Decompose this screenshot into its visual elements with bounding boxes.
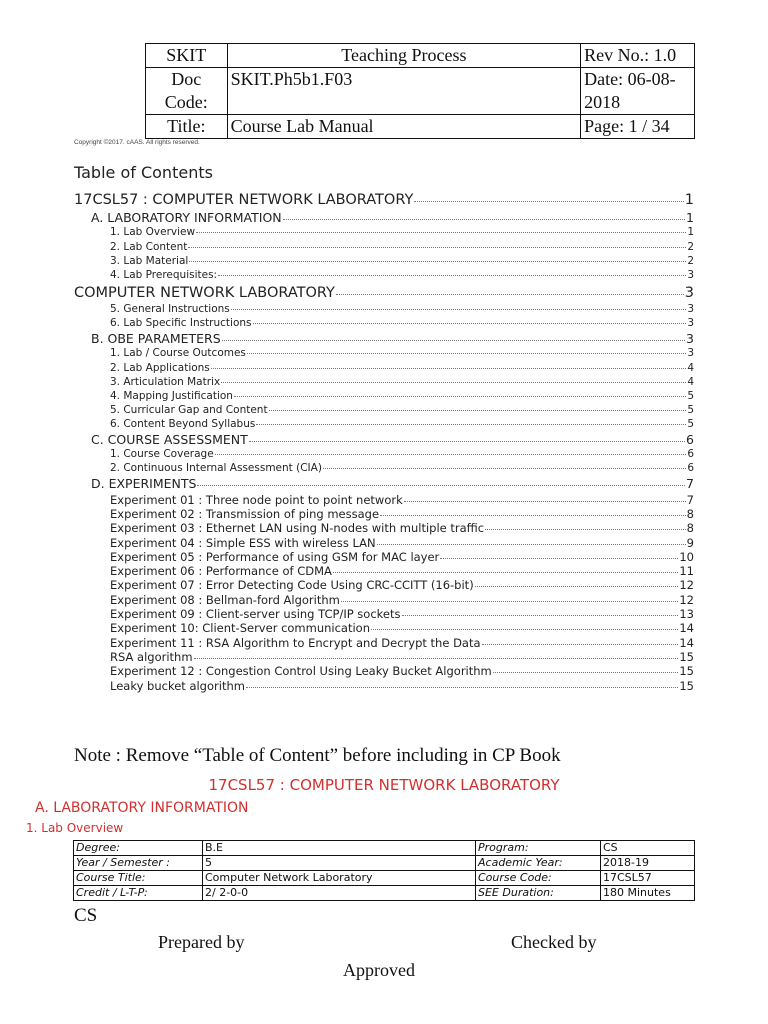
toc-entry-page: 1 xyxy=(684,192,694,208)
info-value: B.E xyxy=(203,841,476,856)
toc-entry-text: 5. General Instructions xyxy=(110,303,230,315)
toc-entry-text: 1. Lab Overview xyxy=(110,226,196,238)
toc-entry[interactable] xyxy=(110,462,694,474)
toc-entry-text: 4. Lab Prerequisites: xyxy=(110,269,218,281)
page-indicator: Page: 1 / 34 xyxy=(581,115,695,139)
doc-code: SKIT.Ph5b1.F03 xyxy=(227,68,581,115)
toc-entry-text: 1. Lab / Course Outcomes xyxy=(110,347,246,359)
toc-entry[interactable] xyxy=(91,331,694,346)
header-table xyxy=(145,43,695,139)
toc-leader-dots xyxy=(256,424,686,425)
toc-leader-dots xyxy=(196,232,686,233)
toc-leader-dots xyxy=(249,441,685,442)
toc-entry-text: Experiment 12 : Congestion Control Using Leaky Bucket Algorithm xyxy=(110,664,492,678)
toc-entry-page: 7 xyxy=(686,493,694,507)
toc-leader-dots xyxy=(323,468,686,469)
info-value: 17CSL57 xyxy=(601,871,695,886)
toc-entry[interactable] xyxy=(110,303,694,315)
toc-entry-page: 3 xyxy=(687,269,694,281)
toc-entry[interactable] xyxy=(110,376,694,388)
section-subheading: 1. Lab Overview xyxy=(26,821,124,835)
toc-leader-dots xyxy=(377,544,686,545)
toc-leader-dots xyxy=(231,309,687,310)
toc-entry[interactable] xyxy=(110,390,694,402)
toc-entry-page: 6 xyxy=(687,462,694,474)
toc-entry-page: 15 xyxy=(679,650,694,664)
toc-entry-text: Experiment 01 : Three node point to point network xyxy=(110,493,403,507)
toc-entry-page: 5 xyxy=(687,404,694,416)
toc-entry-text: Experiment 02 : Transmission of ping message xyxy=(110,507,380,521)
info-key: Course Code: xyxy=(476,871,601,886)
toc-entry-page: 10 xyxy=(679,550,694,564)
info-key: Credit / L-T-P: xyxy=(74,886,203,901)
toc-entry[interactable] xyxy=(110,226,694,238)
toc-entry-text: Experiment 07 : Error Detecting Code Using CRC-CCITT (16-bit) xyxy=(110,578,474,592)
info-value: 2/ 2-0-0 xyxy=(203,886,476,901)
info-key: Course Title: xyxy=(74,871,203,886)
toc-entry[interactable] xyxy=(110,493,694,507)
toc-entry-page: 9 xyxy=(686,536,694,550)
toc-entry-text: 2. Continuous Internal Assessment (CIA) xyxy=(110,462,322,474)
toc-entry-page: 7 xyxy=(686,476,694,491)
section-title: 17CSL57 : COMPUTER NETWORK LABORATORY xyxy=(208,776,560,794)
toc-entry-page: 5 xyxy=(687,390,694,402)
info-key: SEE Duration: xyxy=(476,886,601,901)
revision-number: Rev No.: 1.0 xyxy=(581,44,695,68)
toc-entry[interactable] xyxy=(110,621,694,635)
toc-entry-page: 15 xyxy=(679,679,694,693)
toc-entry-page: 5 xyxy=(687,418,694,430)
toc-entry-text: Experiment 11 : RSA Algorithm to Encrypt and Decrypt the Data xyxy=(110,636,481,650)
toc-entry[interactable] xyxy=(110,593,694,607)
toc-entry-text: C. COURSE ASSESSMENT xyxy=(91,432,248,447)
toc-entry[interactable] xyxy=(91,476,694,491)
toc-leader-dots xyxy=(336,294,684,295)
toc-leader-dots xyxy=(414,201,683,202)
toc-entry-page: 3 xyxy=(687,347,694,359)
toc-entry-page: 11 xyxy=(679,564,694,578)
toc-entry-text: 3. Articulation Matrix xyxy=(110,376,221,388)
info-key: Program: xyxy=(476,841,601,856)
toc-entry-text: 5. Curricular Gap and Content xyxy=(110,404,268,416)
checked-by-label: Checked by xyxy=(511,932,597,952)
toc-leader-dots xyxy=(197,485,685,486)
toc-entry-text: 6. Content Beyond Syllabus xyxy=(110,418,256,430)
toc-entry-text: D. EXPERIMENTS xyxy=(91,476,197,491)
toc-entry-text: 4. Mapping Justification xyxy=(110,390,233,402)
toc-entry[interactable] xyxy=(110,448,694,460)
toc-leader-dots xyxy=(493,672,679,673)
toc-entry-text: B. OBE PARAMETERS xyxy=(91,331,221,346)
toc-entry-text: Experiment 10: Client-Server communication xyxy=(110,621,371,635)
toc-entry[interactable] xyxy=(74,285,694,301)
toc-leader-dots xyxy=(246,687,678,688)
toc-entry-text: Experiment 08 : Bellman-ford Algorithm xyxy=(110,593,340,607)
department-label: CS xyxy=(74,905,98,926)
toc-entry-page: 3 xyxy=(686,331,694,346)
toc-entry-page: 4 xyxy=(687,376,694,388)
info-value: Computer Network Laboratory xyxy=(203,871,476,886)
toc-leader-dots xyxy=(371,629,678,630)
toc-leader-dots xyxy=(283,219,685,220)
toc-leader-dots xyxy=(211,368,687,369)
toc-entry-page: 3 xyxy=(687,317,694,329)
info-key: Academic Year: xyxy=(476,856,601,871)
toc-leader-dots xyxy=(247,353,686,354)
toc-entry-page: 12 xyxy=(679,593,694,607)
toc-entry[interactable] xyxy=(110,578,694,592)
table-row xyxy=(74,871,695,886)
toc-entry-text: Experiment 04 : Simple ESS with wireless LAN xyxy=(110,536,376,550)
toc-entry-page: 6 xyxy=(687,448,694,460)
toc-entry-text: Experiment 06 : Performance of CDMA xyxy=(110,564,332,578)
section-subtitle: A. LABORATORY INFORMATION xyxy=(35,800,249,816)
toc-entry[interactable] xyxy=(110,347,694,359)
toc-entry[interactable] xyxy=(110,241,694,253)
toc-entry-text: Experiment 05 : Performance of using GSM for MAC layer xyxy=(110,550,440,564)
toc-entry-page: 13 xyxy=(679,607,694,621)
info-key: Degree: xyxy=(74,841,203,856)
table-row xyxy=(74,841,695,856)
toc-heading: Table of Contents xyxy=(74,163,213,182)
toc-entry[interactable] xyxy=(110,521,694,535)
toc-entry-text: 2. Lab Applications xyxy=(110,362,210,374)
toc-entry[interactable] xyxy=(110,255,694,267)
toc-entry-page: 14 xyxy=(679,621,694,635)
title-label: Title: xyxy=(146,115,228,139)
table-row xyxy=(74,856,695,871)
toc-entry-page: 12 xyxy=(679,578,694,592)
toc-leader-dots xyxy=(475,586,679,587)
prepared-by-label: Prepared by xyxy=(158,932,245,952)
toc-entry-text: 2. Lab Content xyxy=(110,241,188,253)
toc-leader-dots xyxy=(222,340,685,341)
course-info-table xyxy=(73,840,695,901)
toc-entry[interactable] xyxy=(110,404,694,416)
toc-leader-dots xyxy=(333,572,678,573)
note-text: Note : Remove “Table of Content” before including in CP Book xyxy=(74,745,561,766)
toc-entry-page: 8 xyxy=(686,507,694,521)
toc-entry[interactable] xyxy=(110,507,694,521)
approved-label: Approved xyxy=(343,960,415,980)
toc-entry[interactable] xyxy=(110,269,694,281)
toc-entry[interactable] xyxy=(91,210,694,225)
info-value: CS xyxy=(601,841,695,856)
toc-leader-dots xyxy=(221,382,686,383)
toc-leader-dots xyxy=(194,658,679,659)
doc-date: Date: 06-08- 2018 xyxy=(581,68,695,115)
process-title: Teaching Process xyxy=(227,44,581,68)
toc-leader-dots xyxy=(269,410,687,411)
toc-entry[interactable] xyxy=(110,550,694,564)
info-value: 5 xyxy=(203,856,476,871)
toc-leader-dots xyxy=(482,644,679,645)
toc-leader-dots xyxy=(234,396,686,397)
toc-entry-page: 2 xyxy=(687,241,694,253)
info-key: Year / Semester : xyxy=(74,856,203,871)
toc-leader-dots xyxy=(188,247,686,248)
toc-entry-page: 4 xyxy=(687,362,694,374)
toc-entry[interactable] xyxy=(110,679,694,693)
toc-leader-dots xyxy=(189,261,686,262)
toc-entry-text: A. LABORATORY INFORMATION xyxy=(91,210,282,225)
toc-entry-text: RSA algorithm xyxy=(110,650,193,664)
toc-entry[interactable] xyxy=(110,317,694,329)
org-name: SKIT xyxy=(146,44,228,68)
toc-entry-page: 3 xyxy=(684,285,694,301)
toc-entry-page: 1 xyxy=(687,226,694,238)
toc-entry-page: 2 xyxy=(687,255,694,267)
toc-leader-dots xyxy=(402,615,679,616)
toc-entry-page: 15 xyxy=(679,664,694,678)
toc-entry-text: Experiment 03 : Ethernet LAN using N-nodes with multiple traffic xyxy=(110,521,485,535)
table-row xyxy=(74,886,695,901)
toc-entry[interactable] xyxy=(110,418,694,430)
toc-entry[interactable] xyxy=(110,536,694,550)
toc-entry-text: 17CSL57 : COMPUTER NETWORK LABORATORY xyxy=(74,192,414,208)
toc-leader-dots xyxy=(440,558,678,559)
info-value: 180 Minutes xyxy=(601,886,695,901)
toc-entry[interactable] xyxy=(110,362,694,374)
toc-entry-text: 1. Course Coverage xyxy=(110,448,214,460)
toc-entry-text: Experiment 09 : Client-server using TCP/IP sockets xyxy=(110,607,401,621)
toc-leader-dots xyxy=(404,501,686,502)
toc-entry[interactable] xyxy=(110,650,694,664)
toc-entry[interactable] xyxy=(110,564,694,578)
toc-entry-text: 6. Lab Specific Instructions xyxy=(110,317,252,329)
toc-entry-page: 1 xyxy=(686,210,694,225)
toc-entry-page: 6 xyxy=(686,432,694,447)
toc-entry-page: 14 xyxy=(679,636,694,650)
toc-entry-text: Leaky bucket algorithm xyxy=(110,679,245,693)
toc-entry[interactable] xyxy=(110,607,694,621)
doc-title: Course Lab Manual xyxy=(227,115,581,139)
copyright-notice: Copyright ©2017. cAAS. All rights reserved. xyxy=(74,139,200,146)
toc-entry[interactable] xyxy=(74,192,694,208)
toc-entry-text: COMPUTER NETWORK LABORATORY xyxy=(74,285,335,301)
toc-entry-text: 3. Lab Material xyxy=(110,255,189,267)
toc-leader-dots xyxy=(485,529,686,530)
toc-leader-dots xyxy=(380,515,686,516)
doc-code-label: Doc Code: xyxy=(146,68,228,115)
info-value: 2018-19 xyxy=(601,856,695,871)
toc-leader-dots xyxy=(218,275,686,276)
toc-entry[interactable] xyxy=(91,432,694,447)
toc-entry[interactable] xyxy=(110,636,694,650)
toc-leader-dots xyxy=(215,454,687,455)
toc-entry-page: 3 xyxy=(687,303,694,315)
toc-entry-page: 8 xyxy=(686,521,694,535)
toc-leader-dots xyxy=(341,601,679,602)
toc-entry[interactable] xyxy=(110,664,694,678)
toc-leader-dots xyxy=(253,323,687,324)
